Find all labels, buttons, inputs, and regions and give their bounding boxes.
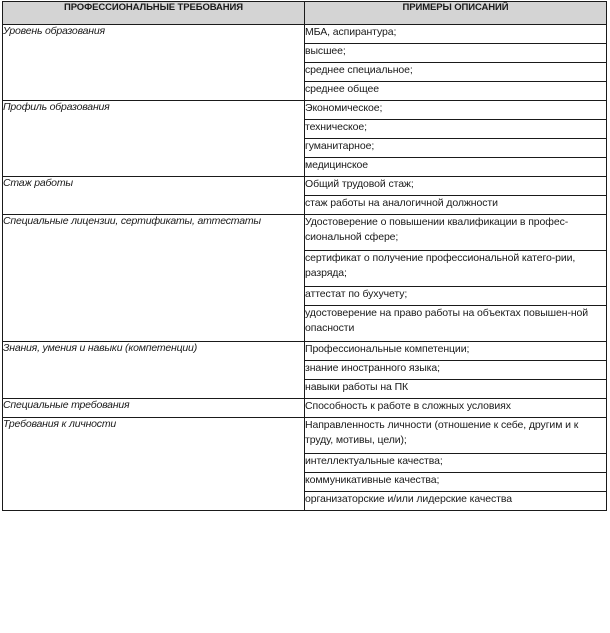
- example-cell: навыки работы на ПК: [305, 380, 607, 399]
- example-cell: аттестат по бухучету;: [305, 287, 607, 306]
- header-row: [3, 2, 607, 25]
- table-row: [3, 399, 607, 418]
- table-row: [3, 101, 607, 120]
- example-cell: Направленность личности (отношение к себе, другим и к труду, мотивы, цели);: [305, 418, 607, 454]
- example-cell: медицинское: [305, 158, 607, 177]
- table-row: [3, 342, 607, 361]
- example-cell: удостоверение на право работы на объектах повышен-ной опасности: [305, 306, 607, 342]
- header-examples: ПРИМЕРЫ ОПИСАНИЙ: [305, 2, 607, 25]
- header-requirements: ПРОФЕССИОНАЛЬНЫЕ ТРЕБОВАНИЯ: [3, 2, 305, 25]
- example-cell: техническое;: [305, 120, 607, 139]
- example-cell: коммуникативные качества;: [305, 473, 607, 492]
- example-cell: среднее специальное;: [305, 63, 607, 82]
- example-cell: высшее;: [305, 44, 607, 63]
- requirement-cell: Профиль образования: [3, 101, 305, 177]
- requirement-cell: Знания, умения и навыки (компетенции): [3, 342, 305, 399]
- example-cell: Удостоверение о повышении квалификации в профес-сиональной сфере;: [305, 215, 607, 251]
- example-cell: Общий трудовой стаж;: [305, 177, 607, 196]
- requirements-table: [2, 1, 607, 511]
- example-cell: сертификат о получение профессиональной катего-рии, разряда;: [305, 251, 607, 287]
- example-cell: организаторские и/или лидерские качества: [305, 492, 607, 511]
- example-cell: Способность к работе в сложных условиях: [305, 399, 607, 418]
- example-cell: Профессиональные компетенции;: [305, 342, 607, 361]
- example-cell: знание иностранного языка;: [305, 361, 607, 380]
- requirement-cell: Уровень образования: [3, 25, 305, 101]
- requirement-cell: Специальные требования: [3, 399, 305, 418]
- example-cell: МБА, аспирантура;: [305, 25, 607, 44]
- table-row: [3, 418, 607, 454]
- requirement-cell: Стаж работы: [3, 177, 305, 215]
- example-cell: среднее общее: [305, 82, 607, 101]
- table-row: [3, 25, 607, 44]
- example-cell: гуманитарное;: [305, 139, 607, 158]
- requirement-cell: Специальные лицензии, сертификаты, аттестаты: [3, 215, 305, 342]
- requirement-cell: Требования к личности: [3, 418, 305, 511]
- example-cell: стаж работы на аналогичной должности: [305, 196, 607, 215]
- table-row: [3, 215, 607, 251]
- example-cell: Экономическое;: [305, 101, 607, 120]
- example-cell: интеллектуальные качества;: [305, 454, 607, 473]
- table-row: [3, 177, 607, 196]
